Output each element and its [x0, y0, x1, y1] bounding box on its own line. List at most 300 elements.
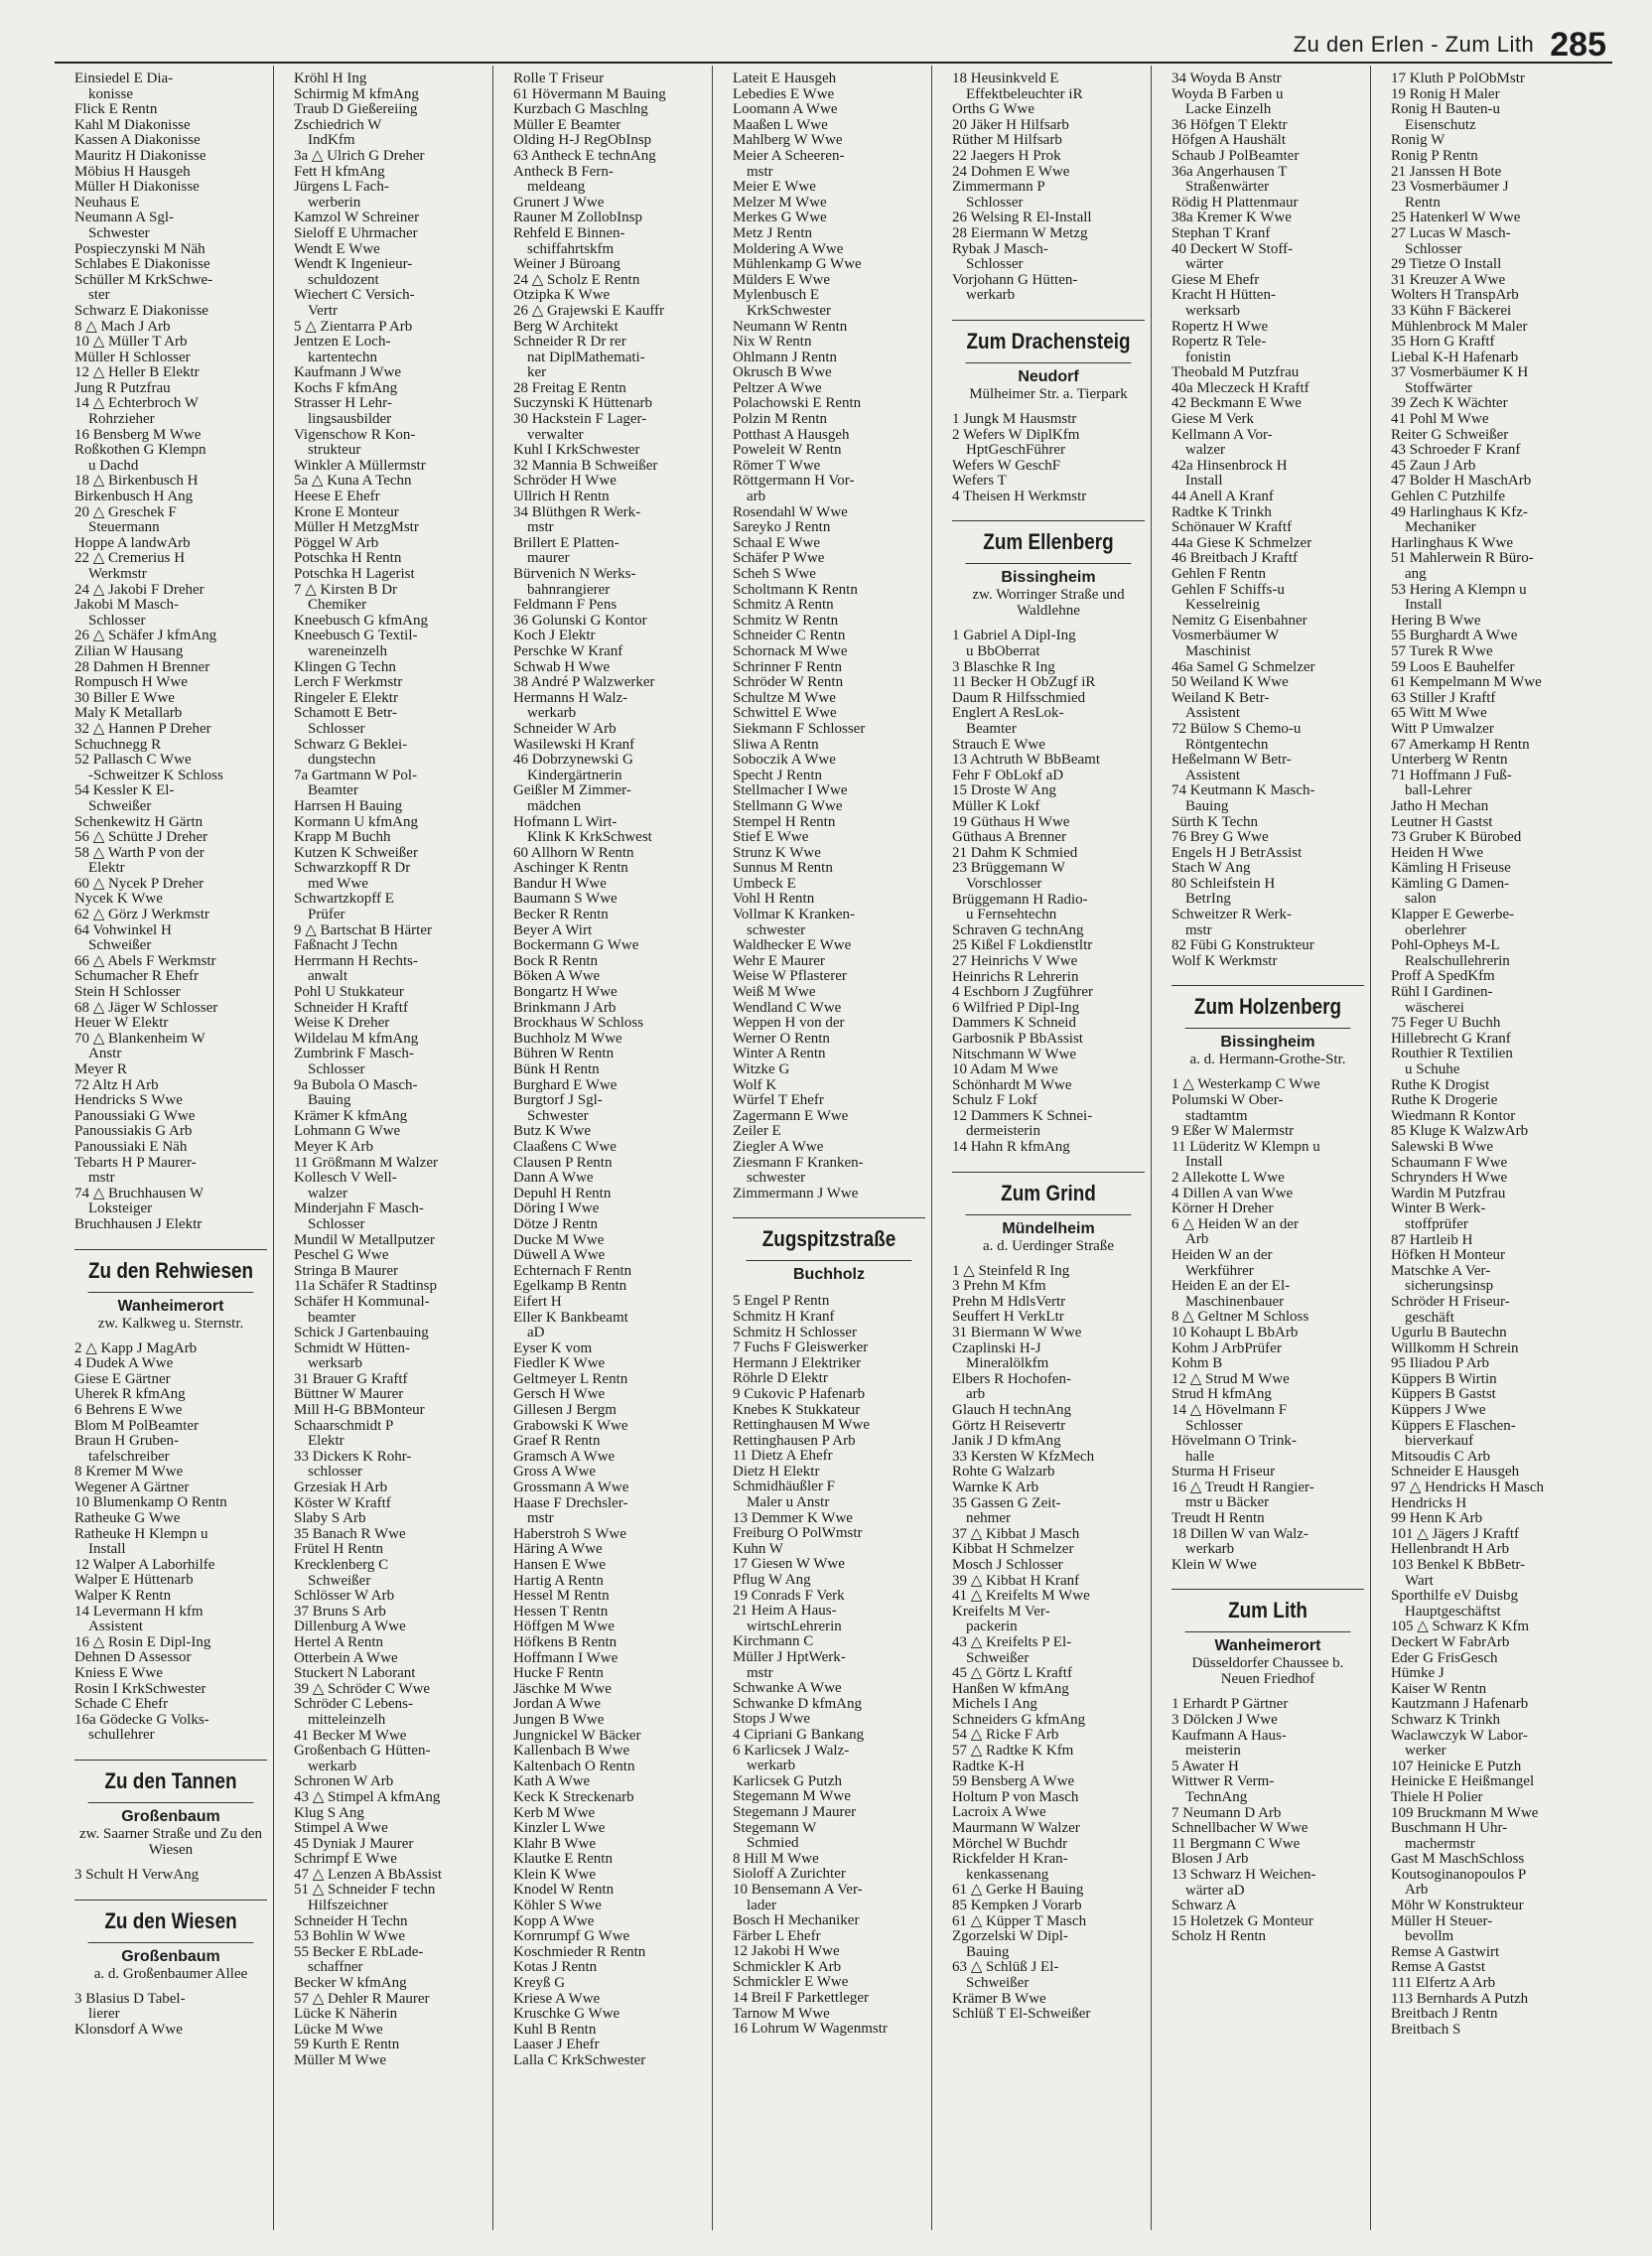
resident-entry: Zschiedrich W [294, 116, 382, 133]
resident-entry-continuation: schwester [747, 921, 806, 938]
street-name: Zum Holzenberg [1185, 994, 1351, 1029]
resident-entry: Kirchmann C [733, 1633, 814, 1650]
resident-entry: Koutsoginanopoulos P [1391, 1866, 1527, 1883]
resident-entry: 37 Bruns S Arb [294, 1603, 386, 1620]
resident-entry: Sporthilfe eV Duisbg [1391, 1588, 1519, 1605]
resident-entry: Kellmann A Vor- [1171, 426, 1273, 443]
resident-entry: 97 △ Hendricks H Masch [1391, 1480, 1545, 1496]
resident-entry-continuation: bahnrangierer [527, 581, 611, 598]
resident-entry: Küppers B Gastst [1391, 1386, 1496, 1403]
resident-entry-continuation: Chemiker [308, 597, 367, 614]
resident-entry: Schwanke D kfmAng [733, 1695, 862, 1712]
resident-entry: Wendt K Ingenieur- [294, 256, 413, 273]
resident-entry: 26 Welsing R El-Install [952, 210, 1092, 226]
resident-entry: 15 Droste W Ang [952, 782, 1056, 799]
resident-entry-continuation: HptGeschFührer [966, 442, 1065, 459]
resident-entry: Prehn M HdlsVertr [952, 1293, 1066, 1310]
resident-entry: 53 Hering A Klempn u [1391, 581, 1527, 598]
resident-entry: Hellenbrandt H Arb [1391, 1541, 1510, 1558]
resident-entry: 47 Bolder H MaschArb [1391, 473, 1532, 490]
resident-entry: Depuhl H Rentn [513, 1185, 612, 1201]
resident-entry: Schäfer P Wwe [733, 550, 825, 567]
resident-entry: 42a Hinsenbrock H [1171, 457, 1288, 474]
resident-entry-continuation: Hilfszeichner [308, 1898, 388, 1914]
resident-entry: Wegener A Gärtner [74, 1479, 190, 1495]
resident-entry: 39 Zech K Wächter [1391, 395, 1508, 412]
resident-entry: Kohm J ArbPrüfer [1171, 1340, 1282, 1356]
directory-column [713, 66, 932, 2230]
resident-list [1391, 71, 1600, 2038]
resident-entry: Wiechert C Versich- [294, 287, 415, 304]
resident-entry: 11 Bergmann C Wwe [1171, 1835, 1301, 1852]
resident-entry-continuation: Schwester [527, 1107, 589, 1124]
resident-entry: Rettinghausen P Arb [733, 1432, 856, 1449]
resident-entry: 71 Hoffmann J Fuß- [1391, 767, 1512, 783]
resident-entry: Schmitz W Rentn [733, 612, 839, 629]
resident-entry: 37 △ Kibbat J Masch [952, 1525, 1080, 1542]
resident-entry: Kniess E Wwe [74, 1665, 163, 1681]
resident-entry: Nycek K Wwe [74, 891, 163, 908]
resident-entry: Büttner W Maurer [294, 1386, 404, 1403]
resident-entry: Kuhn W [733, 1540, 783, 1557]
resident-entry-continuation: Assistent [1185, 705, 1241, 722]
resident-entry: Remse A Gastwirt [1391, 1943, 1500, 1960]
resident-entry: Heßelmann W Betr- [1171, 752, 1292, 769]
resident-entry: Rüther M Hilfsarb [952, 132, 1062, 149]
resident-entry: Kollesch V Well- [294, 1170, 397, 1187]
resident-entry-continuation: Schweißer [308, 1572, 371, 1589]
resident-entry: Bandur H Wwe [513, 875, 607, 892]
resident-entry: Bongartz H Wwe [513, 984, 618, 1001]
resident-entry-continuation: mstr [88, 1170, 115, 1187]
resident-entry-continuation: walzer [1185, 442, 1225, 459]
street-section-header [1171, 985, 1364, 1067]
resident-entry: 22 △ Cremerius H [74, 550, 186, 567]
street-location-note: a. d. Großenbaumer Allee [93, 1965, 248, 1982]
resident-entry: Schmickler E Wwe [733, 1974, 849, 1991]
resident-list [952, 412, 1145, 505]
resident-entry: Roßkothen G Klempn [74, 442, 206, 459]
resident-entry: 6 Wilfried P Dipl-Ing [952, 999, 1080, 1016]
resident-entry: 12 Dammers K Schnei- [952, 1107, 1093, 1124]
resident-entry: Mosch J Schlosser [952, 1556, 1063, 1573]
resident-entry: 33 Kersten W KfzMech [952, 1448, 1095, 1465]
resident-entry: Mauritz H Diakonisse [74, 147, 206, 164]
header-rule [55, 62, 1612, 64]
resident-entry: Ducke M Wwe [513, 1231, 605, 1248]
resident-entry: Schneider H Kraftf [294, 999, 408, 1016]
resident-entry: Becker R Rentn [513, 907, 609, 923]
resident-entry: Theobald M Putzfrau [1171, 364, 1300, 381]
resident-entry-continuation: Werkführer [1185, 1262, 1254, 1279]
resident-entry: Eder G FrisGesch [1391, 1649, 1498, 1666]
resident-entry: 9a Bubola O Masch- [294, 1076, 418, 1093]
directory-column [932, 66, 1152, 2230]
resident-entry: Woyda B Farben u [1171, 85, 1284, 102]
resident-entry: 41 △ Kreifelts M Wwe [952, 1588, 1090, 1605]
resident-entry-continuation: Maschinenbauer [1185, 1293, 1285, 1310]
resident-entry: 64 Vohwinkel H [74, 921, 172, 938]
resident-entry: Stephan T Kranf [1171, 224, 1271, 241]
resident-entry-continuation: Maler u Anstr [747, 1494, 830, 1511]
resident-entry: 6 Behrens E Wwe [74, 1401, 183, 1418]
resident-entry: Warnke K Arb [952, 1479, 1039, 1495]
resident-list [952, 71, 1145, 304]
resident-entry: Stops J Wwe [733, 1711, 811, 1728]
resident-entry: Mülders E Wwe [733, 271, 831, 288]
resident-entry: Kallenbach B Wwe [513, 1743, 630, 1760]
resident-entry: 3 Schult H VerwAng [74, 1866, 200, 1883]
district-name: Großenbaum [121, 1947, 220, 1965]
resident-entry: Kämling G Damen- [1391, 875, 1510, 892]
resident-entry: Bühren W Rentn [513, 1046, 615, 1062]
resident-entry: Klonsdorf A Wwe [74, 2021, 183, 2038]
resident-entry: Schröder H Wwe [513, 473, 617, 490]
resident-entry: 31 Brauer G Kraftf [294, 1370, 408, 1387]
resident-entry: Kibbat H Schmelzer [952, 1541, 1074, 1558]
resident-entry: Wendland C Wwe [733, 999, 842, 1016]
resident-entry-continuation: Steuermann [88, 519, 160, 536]
resident-entry: Slaby S Arb [294, 1510, 366, 1527]
resident-entry: Strauch E Wwe [952, 736, 1045, 753]
resident-entry: Wehr E Maurer [733, 952, 825, 969]
resident-entry: 3 Blasius D Tabel- [74, 1990, 186, 2007]
resident-entry: 8 △ Mach J Arb [74, 318, 171, 335]
resident-entry: Witzke G [733, 1061, 790, 1077]
resident-entry: Potthast A Hausgeh [733, 426, 850, 443]
resident-entry: Schwarz A [1171, 1898, 1237, 1914]
resident-entry: 37 Vosmerbäumer K H [1391, 364, 1529, 381]
resident-entry: Flick E Rentn [74, 101, 158, 118]
resident-entry: Dann A Wwe [513, 1170, 594, 1187]
resident-entry-continuation: Wart [1405, 1572, 1434, 1589]
resident-entry: Gast M MaschSchloss [1391, 1851, 1525, 1868]
resident-entry: Krämer B Wwe [952, 1990, 1046, 2007]
resident-entry: Ruthe K Drogerie [1391, 1092, 1498, 1109]
resident-entry: Mitsoudis C Arb [1391, 1448, 1491, 1465]
resident-entry: 61 Hövermann M Bauing [513, 85, 666, 102]
street-location-note: zw. Kalkweg u. Sternstr. [97, 1315, 244, 1332]
resident-entry: Bosch H Mechaniker [733, 1912, 860, 1929]
resident-entry: 21 Dahm K Schmied [952, 844, 1078, 861]
resident-entry-continuation: u Dachd [88, 457, 139, 474]
street-section-header [74, 1900, 267, 1982]
resident-entry-continuation: fonistin [1185, 349, 1231, 365]
resident-entry: Schneider C Rentn [733, 628, 846, 644]
resident-entry: Güthaus A Brenner [952, 829, 1066, 846]
resident-entry: Minderjahn F Masch- [294, 1200, 424, 1217]
resident-entry: 20 Jäker H Hilfsarb [952, 116, 1069, 133]
resident-entry: Gehlen F Schiffs-u [1171, 581, 1285, 598]
resident-entry: 14 △ Hövelmann F [1171, 1401, 1288, 1418]
resident-entry: 51 △ Schneider F techn [294, 1882, 436, 1899]
resident-entry: Graef R Rentn [513, 1433, 601, 1450]
resident-entry: 105 △ Schwarz K Kfm [1391, 1619, 1530, 1635]
resident-entry: Daum R Hilfsschmied [952, 689, 1086, 706]
resident-entry: Walper E Hüttenarb [74, 1572, 194, 1589]
resident-entry: 67 Amerkamp H Rentn [1391, 736, 1530, 753]
resident-entry: Schmickler K Arb [733, 1958, 842, 1975]
resident-entry: 31 Biermann W Wwe [952, 1325, 1082, 1341]
street-location-note: zw. Saarner Straße und Zu den Wiesen [79, 1825, 262, 1858]
resident-entry: Sunnus M Rentn [733, 860, 833, 877]
resident-entry: Nix W Rentn [733, 334, 812, 351]
resident-entry-continuation: packerin [966, 1619, 1018, 1635]
resident-entry: Ropertz H Wwe [1171, 318, 1269, 335]
resident-entry: 45 Dyniak J Maurer [294, 1835, 414, 1852]
resident-list [294, 71, 486, 2069]
resident-entry: 70 △ Blankenheim W [74, 1030, 206, 1047]
resident-entry-continuation: beamter [308, 1309, 356, 1326]
resident-entry-continuation: werksarb [1185, 302, 1240, 319]
resident-entry: Nitschmann W Wwe [952, 1046, 1076, 1062]
resident-entry: Stief E Wwe [733, 829, 809, 846]
resident-entry: 7 Fuchs F Gleiswerker [733, 1340, 869, 1356]
resident-entry: Kneebusch G Textil- [294, 628, 418, 644]
resident-entry: Klein K Wwe [513, 1866, 597, 1883]
resident-entry: Hermanns H Walz- [513, 689, 628, 706]
resident-entry: Stach W Ang [1171, 860, 1251, 877]
resident-entry: Kutzen K Schweißer [294, 844, 418, 861]
resident-entry: Düwell A Wwe [513, 1247, 606, 1264]
resident-entry-continuation: kenkassenang [966, 1866, 1049, 1883]
resident-entry: Traub D Gießereiing [294, 101, 418, 118]
resident-entry-continuation: Anstr [88, 1046, 122, 1062]
resident-entry-continuation: Schwester [88, 224, 150, 241]
resident-entry: Kormann U kfmAng [294, 813, 418, 830]
resident-entry-continuation: mitteleinzelh [308, 1711, 386, 1728]
resident-entry: 53 Bohlin W Wwe [294, 1928, 406, 1945]
resident-entry: Giese M Verk [1171, 411, 1255, 428]
resident-entry: 99 Henn K Arb [1391, 1510, 1483, 1527]
resident-entry: Röhrle D Elektr [733, 1370, 828, 1387]
resident-entry-continuation: stoffprüfer [1405, 1215, 1468, 1232]
resident-entry: 5a △ Kuna A Techn [294, 473, 412, 490]
resident-entry: 12 Jakobi H Wwe [733, 1943, 840, 1960]
resident-entry: Michels I Ang [952, 1696, 1037, 1713]
resident-entry: 45 Zaun J Arb [1391, 457, 1476, 474]
resident-entry: 36a Angerhausen T [1171, 163, 1288, 180]
resident-entry: Ringeler E Elektr [294, 689, 398, 706]
resident-entry: Hucke F Rentn [513, 1665, 604, 1682]
resident-entry: Burgtorf J Sgl- [513, 1092, 603, 1109]
resident-entry-continuation: ball-Lehrer [1405, 782, 1472, 799]
resident-entry: 21 Janssen H Bote [1391, 163, 1502, 180]
resident-entry-continuation: med Wwe [308, 875, 368, 892]
resident-entry-continuation: arb [966, 1386, 986, 1403]
resident-entry-continuation: Elektr [88, 860, 125, 877]
resident-entry: Schlüß T El-Schweißer [952, 2006, 1091, 2023]
resident-entry: 52 Pallasch C Wwe [74, 752, 192, 769]
district-name: Bissingheim [1001, 569, 1096, 587]
resident-entry: Willkomm H Schrein [1391, 1340, 1519, 1356]
resident-entry: Schenkewitz H Gärtn [74, 813, 204, 830]
resident-entry: Schrimpf E Wwe [294, 1851, 397, 1868]
resident-entry-continuation: arb [747, 489, 766, 505]
resident-entry: Sliwa A Rentn [733, 736, 819, 753]
resident-entry: Siekmann F Schlosser [733, 720, 866, 737]
resident-entry-continuation: Beamter [308, 782, 358, 799]
resident-entry: Bockermann G Wwe [513, 937, 639, 954]
street-section-header [74, 1249, 267, 1332]
resident-entry: 43 Schroeder F Kranf [1391, 442, 1521, 459]
resident-entry-continuation: bevollm [1405, 1928, 1454, 1945]
resident-entry: Tebarts H P Maurer- [74, 1154, 197, 1171]
resident-entry: Rickfelder H Kran- [952, 1851, 1068, 1868]
resident-entry: Schäfer H Kommunal- [294, 1293, 430, 1310]
resident-entry: Mill H-G BBMonteur [294, 1402, 425, 1419]
resident-entry: 82 Fübi G Konstrukteur [1171, 937, 1314, 954]
resident-entry-continuation: -Schweitzer K Schloss [88, 767, 223, 783]
resident-entry: Hansen E Wwe [513, 1557, 607, 1573]
resident-entry: Weiner J Büroang [513, 256, 620, 273]
resident-entry: 35 Banach R Wwe [294, 1525, 406, 1542]
resident-entry-continuation: Install [1185, 473, 1223, 490]
resident-entry: 35 Horn G Kraftf [1391, 334, 1495, 351]
resident-entry: Otzipka K Wwe [513, 287, 611, 304]
district-name: Großenbaum [121, 1807, 220, 1825]
resident-entry: 27 Lucas W Masch- [1391, 224, 1511, 241]
resident-entry: Schade C Ehefr [74, 1696, 169, 1713]
resident-entry: Rohte G Walzarb [952, 1464, 1055, 1480]
resident-entry-continuation: IndKfm [308, 132, 355, 149]
resident-entry: Freiburg O PolWmstr [733, 1525, 863, 1542]
resident-entry: Leutner H Gastst [1391, 813, 1493, 830]
resident-entry: Ronig P Rentn [1391, 147, 1478, 164]
resident-entry: Schüller M KrkSchwe- [74, 271, 213, 288]
resident-entry: Orths G Wwe [952, 101, 1035, 118]
resident-entry: Kochs F kfmAng [294, 379, 398, 396]
resident-entry: Schwarz E Diakonisse [74, 302, 208, 319]
resident-entry: Müller M Wwe [294, 2052, 387, 2068]
resident-entry-continuation: lader [747, 1897, 776, 1913]
resident-entry: Scholz H Rentn [1171, 1928, 1266, 1945]
resident-entry: 76 Brey G Wwe [1171, 829, 1269, 846]
resident-entry: Fett H kfmAng [294, 163, 385, 180]
resident-entry: Unterberg W Rentn [1391, 752, 1508, 769]
resident-entry-continuation: meisterin [1185, 1743, 1241, 1760]
resident-entry-continuation: Mechaniker [1405, 519, 1476, 536]
street-section-header [952, 520, 1145, 619]
resident-entry: Stegemann W [733, 1819, 817, 1836]
resident-entry-continuation: walzer [308, 1185, 347, 1201]
resident-entry: Holtum P von Masch [952, 1788, 1079, 1805]
resident-entry: 18 Heusinkveld E [952, 70, 1059, 86]
resident-entry: Okrusch B Wwe [733, 364, 832, 381]
resident-entry: Breitbach S [1391, 2021, 1461, 2038]
resident-entry: 12 △ Heller B Elektr [74, 364, 200, 381]
resident-entry: Lacroix A Wwe [952, 1804, 1046, 1821]
resident-entry: 107 Heinicke E Putzh [1391, 1758, 1522, 1774]
resident-entry: Höffgen M Wwe [513, 1619, 615, 1635]
resident-entry: Werner O Rentn [733, 1030, 830, 1047]
resident-entry: Wolters H TranspArb [1391, 287, 1519, 304]
resident-entry: Lücke M Wwe [294, 2021, 383, 2038]
resident-entry-continuation: mstr [747, 163, 773, 180]
resident-entry-continuation: Schlosser [308, 1215, 365, 1232]
resident-entry: Möbius H Hausgeh [74, 163, 191, 180]
resident-entry: Rybak J Masch- [952, 240, 1048, 257]
resident-entry: Bünk H Rentn [513, 1061, 600, 1077]
resident-entry: Beyer A Wirt [513, 921, 593, 938]
resident-entry: 62 △ Görz J Werkmstr [74, 907, 209, 923]
resident-entry: Garbosnik P BbAssist [952, 1030, 1083, 1047]
resident-entry: Höfkens B Rentn [513, 1633, 618, 1650]
resident-entry: 2 Wefers W DiplKfm [952, 426, 1080, 443]
resident-entry: Laaser J Ehefr [513, 2037, 600, 2053]
resident-entry-continuation: Bauing [308, 1092, 351, 1109]
resident-entry: 54 Kessler K El- [74, 782, 175, 799]
resident-entry: 23 Brüggemann W [952, 860, 1065, 877]
resident-entry: Hessel M Rentn [513, 1588, 610, 1605]
resident-entry: 15 Holetzek G Monteur [1171, 1912, 1313, 1929]
street-name: Zum Ellenberg [966, 529, 1132, 564]
resident-entry: Zilian W Hausang [74, 642, 184, 659]
resident-entry: 39 △ Schröder C Wwe [294, 1680, 431, 1697]
resident-entry: Färber L Ehefr [733, 1927, 821, 1944]
resident-entry: Stellmann G Wwe [733, 797, 843, 814]
resident-entry: Maaßen L Wwe [733, 116, 828, 133]
resident-entry: 16 △ Rosin E Dipl-Ing [74, 1633, 211, 1650]
resident-entry: Klein W Wwe [1171, 1556, 1257, 1573]
resident-entry-continuation: Stoffwärter [1405, 379, 1473, 396]
resident-entry: Loomann A Wwe [733, 101, 838, 118]
resident-entry: Potschka H Rentn [294, 550, 402, 567]
resident-entry-continuation: wirtschLehrerin [747, 1618, 842, 1634]
resident-entry: 13 Achtruth W BbBeamt [952, 752, 1101, 769]
resident-entry: Ziegler A Wwe [733, 1138, 824, 1155]
resident-entry: Fehr F ObLokf aD [952, 767, 1064, 783]
resident-entry-continuation: Realschullehrerin [1405, 952, 1510, 969]
resident-entry: 33 Kühn F Bäckerei [1391, 302, 1512, 319]
resident-entry: 9 △ Bartschat B Härter [294, 921, 432, 938]
resident-entry-continuation: Schweißer [88, 797, 152, 814]
resident-entry: Elbers R Hochofen- [952, 1370, 1071, 1387]
resident-entry-continuation: schiffahrtskfm [527, 240, 615, 257]
resident-entry: Kruschke G Wwe [513, 2006, 620, 2023]
resident-entry: Kath A Wwe [513, 1773, 591, 1790]
resident-entry: Schönauer W Kraftf [1171, 519, 1293, 536]
resident-entry: Schick J Gartenbauing [294, 1325, 429, 1341]
resident-entry: Rehfeld E Binnen- [513, 224, 625, 241]
resident-entry-continuation: konisse [88, 85, 133, 102]
resident-entry: 13 Demmer K Wwe [733, 1509, 853, 1526]
resident-entry: 36 Höfgen T Elektr [1171, 116, 1288, 133]
resident-entry: Küppers B Wirtin [1391, 1370, 1497, 1387]
resident-entry: Neuhaus E [74, 194, 140, 211]
resident-entry-continuation: Hauptgeschäftst [1405, 1603, 1501, 1620]
street-name: Zu den Rehwiesen [88, 1258, 254, 1293]
resident-entry: Panoussiaki E Näh [74, 1138, 188, 1155]
resident-entry: Kaufmann A Haus- [1171, 1727, 1287, 1744]
resident-entry-continuation: werkarb [527, 705, 577, 722]
resident-entry: Zimmermann J Wwe [733, 1185, 859, 1201]
resident-entry: Weppen H von der [733, 1015, 845, 1032]
resident-entry: Stellmacher I Wwe [733, 782, 848, 799]
resident-entry-continuation: Arb [1185, 1231, 1209, 1248]
resident-entry: Mylenbusch E [733, 287, 820, 304]
directory-column [1371, 66, 1606, 2230]
resident-entry: Scheh S Wwe [733, 566, 816, 582]
resident-entry-continuation: lingsausbilder [308, 411, 392, 428]
resident-entry-continuation: Schlosser [966, 256, 1024, 273]
resident-entry: 34 Blüthgen R Werk- [513, 503, 641, 520]
resident-entry: Vohl H Rentn [733, 891, 815, 908]
resident-entry: 60 Allhorn W Rentn [513, 844, 634, 861]
resident-entry: Ratheuke G Wwe [74, 1510, 181, 1527]
resident-entry: Wardin M Putzfrau [1391, 1185, 1506, 1201]
resident-entry-continuation: maurer [527, 550, 570, 567]
